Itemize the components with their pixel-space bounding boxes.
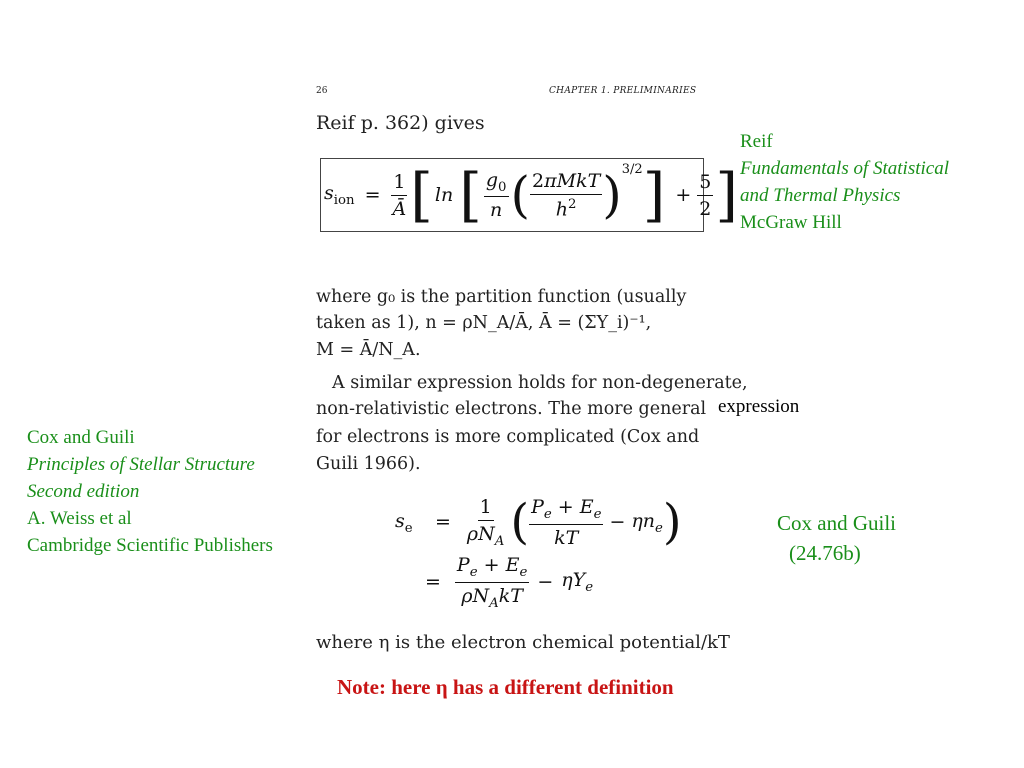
reif-title-line1: Fundamentals of Statistical: [740, 158, 949, 179]
cox-title: Principles of Stellar Structure: [27, 454, 255, 475]
para1-line3: M = Ā/N_A.: [316, 340, 421, 360]
eta-definition-line: where η is the electron chemical potential/kT: [316, 632, 730, 653]
eq-ref-source: Cox and Guili: [777, 511, 896, 535]
cox-editor: A. Weiss et al: [27, 508, 132, 529]
cox-edition: Second edition: [27, 481, 140, 502]
chapter-header: CHAPTER 1. PRELIMINARIES: [549, 86, 697, 96]
para1-line2: taken as 1), n = ρN_A/Ā, Ā = (ΣY_i)⁻¹,: [316, 313, 652, 333]
intro-text: Reif p. 362) gives: [316, 112, 485, 134]
eq-ref-number: (24.76b): [789, 541, 861, 565]
reif-title-line2: and Thermal Physics: [740, 185, 901, 206]
s-e-equation-line1: $s_e$ = $\frac{1}{\rho N_A}$ ( $\frac{P_e + E_e}{kT}$ − $\eta n_e$ ): [395, 494, 682, 551]
para2-line4: Guili 1966).: [316, 454, 421, 474]
definition-note: Note: here η has a different definition: [337, 675, 674, 699]
expression-insert: expression: [718, 396, 800, 417]
equation-reference: [777, 508, 896, 568]
cox-guili-reference: [27, 424, 273, 559]
reif-author: Reif: [740, 131, 773, 152]
para2-line2: non-relativistic electrons. The more general: [316, 399, 707, 419]
page-number: 26: [316, 86, 328, 96]
s-ion-equation: $s_{ion}$ = $\frac{1}{Ā}$ [ ln [ $\frac{g_0}{n}$ ( $\frac{\text{2πMkT}}{h^2}$ ) 3/2 ] + $\frac{5}{2}$ ]: [324, 161, 738, 229]
para2-line3: for electrons is more complicated (Cox and: [316, 427, 700, 447]
cox-author: Cox and Guili: [27, 427, 135, 448]
s-e-equation-line2: = $\frac{P_e + E_e}{\rho N_AkT}$ − $\eta Y_e$: [425, 554, 594, 611]
para1-line1: where g₀ is the partition function (usually: [316, 287, 687, 307]
reif-publisher: McGraw Hill: [740, 212, 842, 233]
para2-line1: A similar expression holds for non-degenerate,: [332, 373, 748, 393]
reif-reference: [740, 128, 949, 236]
cox-publisher: Cambridge Scientific Publishers: [27, 535, 273, 556]
